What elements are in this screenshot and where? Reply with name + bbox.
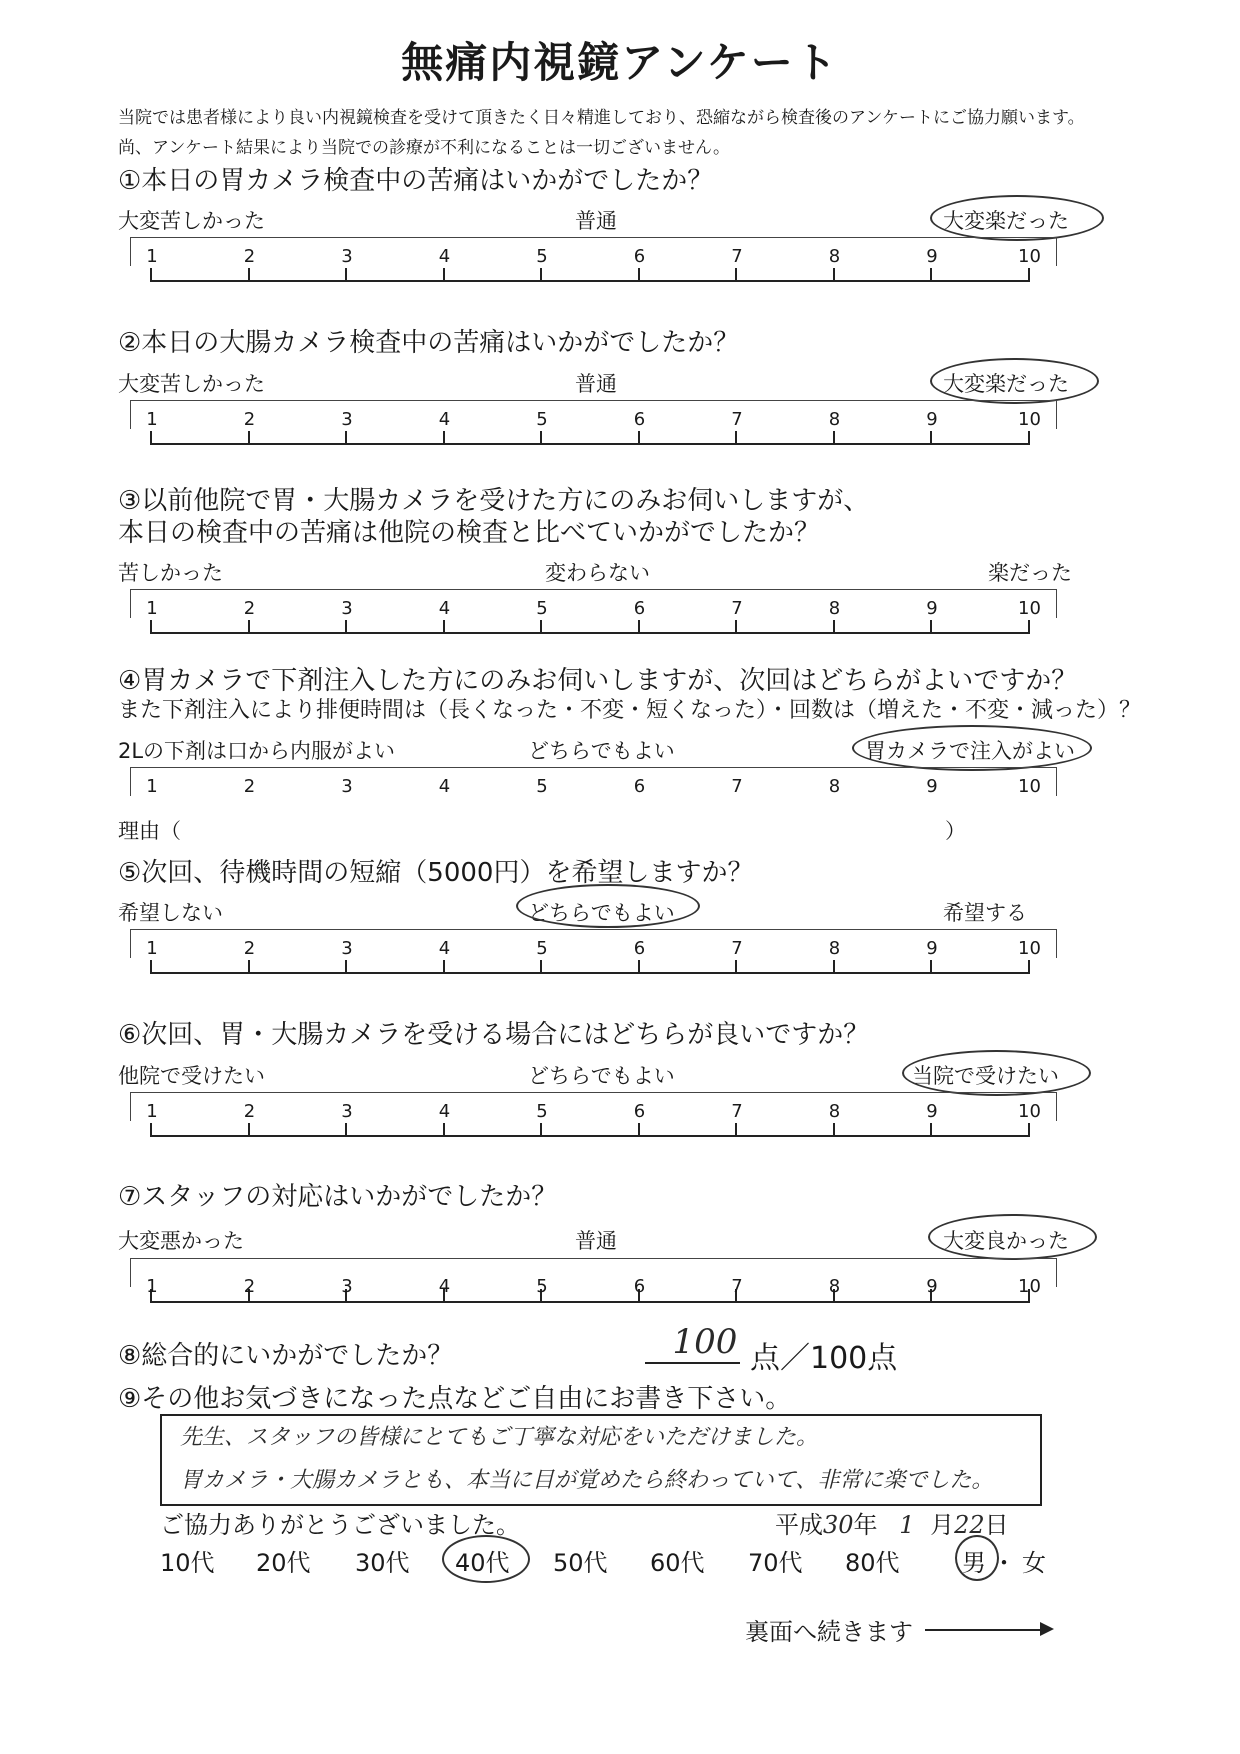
scale-number-6[interactable]: 6 bbox=[633, 776, 646, 797]
scale-number-2[interactable]: 2 bbox=[243, 409, 256, 430]
scale-number-8[interactable]: 8 bbox=[828, 598, 841, 619]
scale-number-1[interactable]: 1 bbox=[146, 598, 158, 619]
scale-number-10[interactable]: 10 bbox=[1018, 1101, 1041, 1122]
scale-number-2[interactable]: 2 bbox=[243, 598, 256, 619]
question-4-line-2: また下剤注入により排便時間は（長くなった・不変・短くなった）・回数は（増えた・不変・減った）？ bbox=[118, 698, 1142, 723]
axis-tick bbox=[735, 268, 737, 282]
scale-number-6[interactable]: 6 bbox=[633, 1101, 646, 1122]
sex-female[interactable]: 女 bbox=[1022, 1549, 1046, 1577]
axis-tick bbox=[540, 620, 542, 634]
q2-left-label: 大変苦しかった bbox=[118, 372, 265, 396]
scale-number-5[interactable]: 5 bbox=[536, 598, 548, 619]
question-3-line-1: ③以前他院で胃・大腸カメラを受けた方にのみお伺いしますが、 bbox=[118, 486, 870, 516]
question-1: ①本日の胃カメラ検査中の苦痛はいかがでしたか？ bbox=[118, 166, 714, 196]
scale-number-9[interactable]: 9 bbox=[926, 1276, 938, 1297]
axis-tick bbox=[443, 620, 445, 634]
scale-number-1[interactable]: 1 bbox=[146, 1276, 158, 1297]
q1-scale[interactable] bbox=[130, 237, 1057, 266]
scale-number-3[interactable]: 3 bbox=[341, 776, 353, 797]
age-option-80s[interactable]: 80代 bbox=[845, 1549, 900, 1577]
date-year-label: 年 bbox=[853, 1511, 878, 1539]
age-option-30s[interactable]: 30代 bbox=[355, 1549, 410, 1577]
scale-number-7[interactable]: 7 bbox=[731, 1276, 743, 1297]
age-option-70s[interactable]: 70代 bbox=[748, 1549, 803, 1577]
axis-tick bbox=[930, 268, 932, 282]
q2-mid-label: 普通 bbox=[575, 372, 617, 396]
scale-number-5[interactable]: 5 bbox=[536, 1101, 548, 1122]
scale-number-1[interactable]: 1 bbox=[146, 409, 158, 430]
q7-mid-label: 普通 bbox=[575, 1229, 617, 1253]
q5-left-label: 希望しない bbox=[118, 901, 223, 925]
q6-mid-label: どちらでもよい bbox=[528, 1064, 675, 1088]
scale-number-5[interactable]: 5 bbox=[536, 1276, 548, 1297]
scale-number-1[interactable]: 1 bbox=[146, 1101, 158, 1122]
age-option-50s[interactable]: 50代 bbox=[553, 1549, 608, 1577]
scale-number-10[interactable]: 10 bbox=[1018, 409, 1041, 430]
scale-number-3[interactable]: 3 bbox=[341, 938, 353, 959]
scale-number-6[interactable]: 6 bbox=[633, 598, 646, 619]
date-month[interactable]: 1 bbox=[899, 1511, 915, 1539]
axis-tick bbox=[443, 268, 445, 282]
scale-number-1[interactable]: 1 bbox=[146, 246, 158, 267]
scale-number-2[interactable]: 2 bbox=[243, 938, 256, 959]
axis-tick bbox=[638, 431, 640, 445]
axis-tick bbox=[345, 431, 347, 445]
scale-number-6[interactable]: 6 bbox=[633, 938, 646, 959]
q4-answer-circle bbox=[852, 725, 1092, 771]
scale-number-4[interactable]: 4 bbox=[438, 598, 451, 619]
axis-tick bbox=[1028, 960, 1030, 974]
scale-number-9[interactable]: 9 bbox=[926, 1101, 938, 1122]
q5-right-label: 希望する bbox=[943, 901, 1027, 925]
axis-tick bbox=[1028, 620, 1030, 634]
axis-tick bbox=[930, 620, 932, 634]
date-month-label: 月 bbox=[930, 1511, 955, 1539]
axis-tick bbox=[930, 431, 932, 445]
question-9: ⑨その他お気づきになった点などご自由にお書き下さい。 bbox=[118, 1384, 792, 1414]
scale-number-2[interactable]: 2 bbox=[243, 776, 256, 797]
axis-tick bbox=[248, 431, 250, 445]
axis-tick bbox=[150, 431, 152, 445]
scale-number-8[interactable]: 8 bbox=[828, 1101, 841, 1122]
q4-mid-label: どちらでもよい bbox=[528, 739, 675, 763]
scale-number-8[interactable]: 8 bbox=[828, 246, 841, 267]
scale-number-5[interactable]: 5 bbox=[536, 776, 548, 797]
q4-scale[interactable] bbox=[130, 767, 1057, 796]
q7-left-label: 大変悪かった bbox=[118, 1229, 244, 1253]
axis-tick bbox=[345, 268, 347, 282]
scale-number-2[interactable]: 2 bbox=[243, 1101, 256, 1122]
q3-left-label: 苦しかった bbox=[118, 561, 223, 585]
scale-number-4[interactable]: 4 bbox=[438, 1276, 451, 1297]
axis-tick bbox=[735, 960, 737, 974]
scale-number-4[interactable]: 4 bbox=[438, 409, 451, 430]
axis-tick bbox=[1028, 431, 1030, 445]
scale-number-8[interactable]: 8 bbox=[828, 1276, 841, 1297]
scale-number-3[interactable]: 3 bbox=[341, 246, 353, 267]
scale-number-2[interactable]: 2 bbox=[243, 1276, 256, 1297]
q1-mid-label: 普通 bbox=[575, 209, 617, 233]
axis-tick bbox=[345, 620, 347, 634]
date-era: 平成 bbox=[775, 1511, 823, 1539]
sex-separator: ・ bbox=[992, 1549, 1016, 1577]
continue-footer bbox=[745, 1612, 913, 1647]
date-day-label: 日 bbox=[984, 1511, 1009, 1539]
score-suffix: 点／100点 bbox=[750, 1341, 898, 1376]
axis-tick bbox=[540, 1123, 542, 1137]
scale-number-10[interactable]: 10 bbox=[1018, 938, 1041, 959]
axis-tick bbox=[833, 620, 835, 634]
scale-number-9[interactable]: 9 bbox=[926, 938, 938, 959]
axis-tick bbox=[638, 960, 640, 974]
axis-tick bbox=[248, 620, 250, 634]
score-underline bbox=[645, 1362, 740, 1364]
scale-number-7[interactable]: 7 bbox=[731, 1101, 743, 1122]
scale-number-7[interactable]: 7 bbox=[731, 598, 743, 619]
q1-axis bbox=[150, 268, 1030, 282]
continue-arrow-line bbox=[925, 1629, 1047, 1631]
axis-tick bbox=[248, 268, 250, 282]
intro-line-2: 尚、アンケート結果により当院での診療が不利になることは一切ございません。 bbox=[118, 138, 730, 158]
scale-number-10[interactable]: 10 bbox=[1018, 598, 1041, 619]
axis-tick bbox=[540, 431, 542, 445]
axis-tick bbox=[248, 1123, 250, 1137]
q7-axis bbox=[150, 1289, 1030, 1303]
q2-answer-circle bbox=[930, 358, 1099, 404]
axis-tick bbox=[833, 431, 835, 445]
axis-tick bbox=[638, 1123, 640, 1137]
axis-tick bbox=[833, 960, 835, 974]
scale-number-6[interactable]: 6 bbox=[633, 1276, 646, 1297]
scale-number-9[interactable]: 9 bbox=[926, 246, 938, 267]
q6-scale[interactable] bbox=[130, 1092, 1057, 1121]
q3-axis bbox=[150, 620, 1030, 634]
axis-tick bbox=[1028, 1123, 1030, 1137]
axis-tick bbox=[540, 268, 542, 282]
q5-axis bbox=[150, 960, 1030, 974]
scale-number-7[interactable]: 7 bbox=[731, 246, 743, 267]
axis-tick bbox=[735, 620, 737, 634]
intro-line-1: 当院では患者様により良い内視鏡検査を受けて頂きたく日々精進しており、恐縮ながら検査後のアンケートにご協力願います。 bbox=[118, 108, 1085, 128]
q1-answer-circle bbox=[930, 195, 1104, 241]
continue-text: 裏面へ続きます bbox=[745, 1618, 913, 1646]
axis-tick bbox=[150, 268, 152, 282]
scale-number-9[interactable]: 9 bbox=[926, 409, 938, 430]
comment-line-2: 胃カメラ・大腸カメラとも、本当に目が覚めたら終わっていて、非常に楽でした。 bbox=[180, 1468, 994, 1493]
axis-tick bbox=[735, 431, 737, 445]
q1-left-label: 大変苦しかった bbox=[118, 209, 265, 233]
axis-tick bbox=[833, 1123, 835, 1137]
scale-number-3[interactable]: 3 bbox=[341, 1101, 353, 1122]
age-option-60s[interactable]: 60代 bbox=[650, 1549, 705, 1577]
age-selected-circle bbox=[442, 1535, 530, 1583]
scale-number-2[interactable]: 2 bbox=[243, 246, 256, 267]
q5-mid-label: どちらでもよい bbox=[528, 901, 675, 925]
axis-tick bbox=[1028, 268, 1030, 282]
axis-tick bbox=[540, 960, 542, 974]
q4-reason-label: 理由（ bbox=[118, 819, 181, 843]
scale-number-6[interactable]: 6 bbox=[633, 409, 646, 430]
scale-number-9[interactable]: 9 bbox=[926, 776, 938, 797]
scale-number-8[interactable]: 8 bbox=[828, 776, 841, 797]
axis-tick bbox=[930, 960, 932, 974]
date-day[interactable]: 22 bbox=[954, 1511, 985, 1539]
question-5: ⑤次回、待機時間の短縮（5000円）を希望しますか？ bbox=[118, 858, 754, 888]
axis-tick bbox=[150, 1123, 152, 1137]
scale-number-4[interactable]: 4 bbox=[438, 776, 451, 797]
q2-right-label: 大変楽だった bbox=[943, 372, 1069, 396]
scale-number-4[interactable]: 4 bbox=[438, 1101, 451, 1122]
arrow-right-icon bbox=[1040, 1622, 1054, 1636]
scale-number-1[interactable]: 1 bbox=[146, 938, 158, 959]
scale-number-7[interactable]: 7 bbox=[731, 776, 743, 797]
scale-number-10[interactable]: 10 bbox=[1018, 246, 1041, 267]
axis-tick bbox=[443, 431, 445, 445]
axis-tick bbox=[248, 960, 250, 974]
question-2: ②本日の大腸カメラ検査中の苦痛はいかがでしたか？ bbox=[118, 328, 740, 358]
scale-number-3[interactable]: 3 bbox=[341, 1276, 353, 1297]
scale-number-4[interactable]: 4 bbox=[438, 938, 451, 959]
axis-tick bbox=[930, 1123, 932, 1137]
q4-right-label: 胃カメラで注入がよい bbox=[865, 739, 1075, 763]
scale-number-4[interactable]: 4 bbox=[438, 246, 451, 267]
question-4-line-1: ④胃カメラで下剤注入した方にのみお伺いしますが、次回はどちらがよいですか？ bbox=[118, 666, 1078, 696]
scale-number-3[interactable]: 3 bbox=[341, 598, 353, 619]
scale-number-9[interactable]: 9 bbox=[926, 598, 938, 619]
axis-tick bbox=[150, 960, 152, 974]
scale-number-8[interactable]: 8 bbox=[828, 409, 841, 430]
date-year[interactable]: 30 bbox=[823, 1511, 854, 1539]
q4-left-label: 2Lの下剤は口から内服がよい bbox=[118, 739, 396, 763]
scale-number-1[interactable]: 1 bbox=[146, 776, 158, 797]
q6-axis bbox=[150, 1123, 1030, 1137]
axis-tick bbox=[443, 1123, 445, 1137]
sex-selected-circle bbox=[955, 1535, 999, 1581]
scale-number-5[interactable]: 5 bbox=[536, 409, 548, 430]
axis-tick bbox=[345, 1123, 347, 1137]
question-7: ⑦スタッフの対応はいかがでしたか？ bbox=[118, 1182, 558, 1212]
sex-male[interactable]: 男 bbox=[962, 1549, 986, 1577]
q4-reason-close: ） bbox=[945, 819, 966, 843]
age-option-40s[interactable]: 40代 bbox=[455, 1549, 510, 1577]
q6-left-label: 他院で受けたい bbox=[118, 1064, 265, 1088]
scale-number-10[interactable]: 10 bbox=[1018, 776, 1041, 797]
q3-right-label: 楽だった bbox=[988, 561, 1072, 585]
q2-scale[interactable] bbox=[130, 400, 1057, 429]
q7-answer-circle bbox=[928, 1214, 1097, 1260]
q1-right-label: 大変楽だった bbox=[943, 209, 1069, 233]
q6-answer-circle bbox=[902, 1050, 1091, 1096]
q5-scale[interactable] bbox=[130, 929, 1057, 958]
scale-number-5[interactable]: 5 bbox=[536, 938, 548, 959]
q6-right-label: 当院で受けたい bbox=[912, 1064, 1059, 1088]
scale-number-3[interactable]: 3 bbox=[341, 409, 353, 430]
axis-tick bbox=[443, 960, 445, 974]
q7-right-label: 大変良かった bbox=[943, 1229, 1069, 1253]
age-option-20s[interactable]: 20代 bbox=[256, 1549, 311, 1577]
q3-scale[interactable] bbox=[130, 589, 1057, 618]
thanks-text: ご協力ありがとうございました。 bbox=[160, 1511, 520, 1539]
q5-answer-circle bbox=[516, 884, 700, 928]
scale-number-8[interactable]: 8 bbox=[828, 938, 841, 959]
age-option-10s[interactable]: 10代 bbox=[160, 1549, 215, 1577]
q2-axis bbox=[150, 431, 1030, 445]
axis-tick bbox=[638, 268, 640, 282]
question-6: ⑥次回、胃・大腸カメラを受ける場合にはどちらが良いですか？ bbox=[118, 1020, 870, 1050]
scale-number-7[interactable]: 7 bbox=[731, 938, 743, 959]
question-3-line-2: 本日の検査中の苦痛は他院の検査と比べていかがでしたか？ bbox=[118, 518, 821, 548]
axis-tick bbox=[150, 620, 152, 634]
axis-tick bbox=[345, 960, 347, 974]
scale-number-10[interactable]: 10 bbox=[1018, 1276, 1041, 1297]
q3-mid-label: 変わらない bbox=[545, 561, 650, 585]
scale-number-6[interactable]: 6 bbox=[633, 246, 646, 267]
comment-line-1: 先生、スタッフの皆様にとてもご丁寧な対応をいただけました。 bbox=[180, 1425, 819, 1450]
score-handwritten[interactable]: 100 bbox=[672, 1322, 738, 1362]
scale-number-5[interactable]: 5 bbox=[536, 246, 548, 267]
page-title: 無痛内視鏡アンケート bbox=[401, 38, 839, 87]
axis-tick bbox=[833, 268, 835, 282]
question-8: ⑧総合的にいかがでしたか？ bbox=[118, 1341, 454, 1371]
axis-tick bbox=[638, 620, 640, 634]
q7-scale[interactable] bbox=[130, 1258, 1057, 1287]
scale-number-7[interactable]: 7 bbox=[731, 409, 743, 430]
axis-tick bbox=[735, 1123, 737, 1137]
